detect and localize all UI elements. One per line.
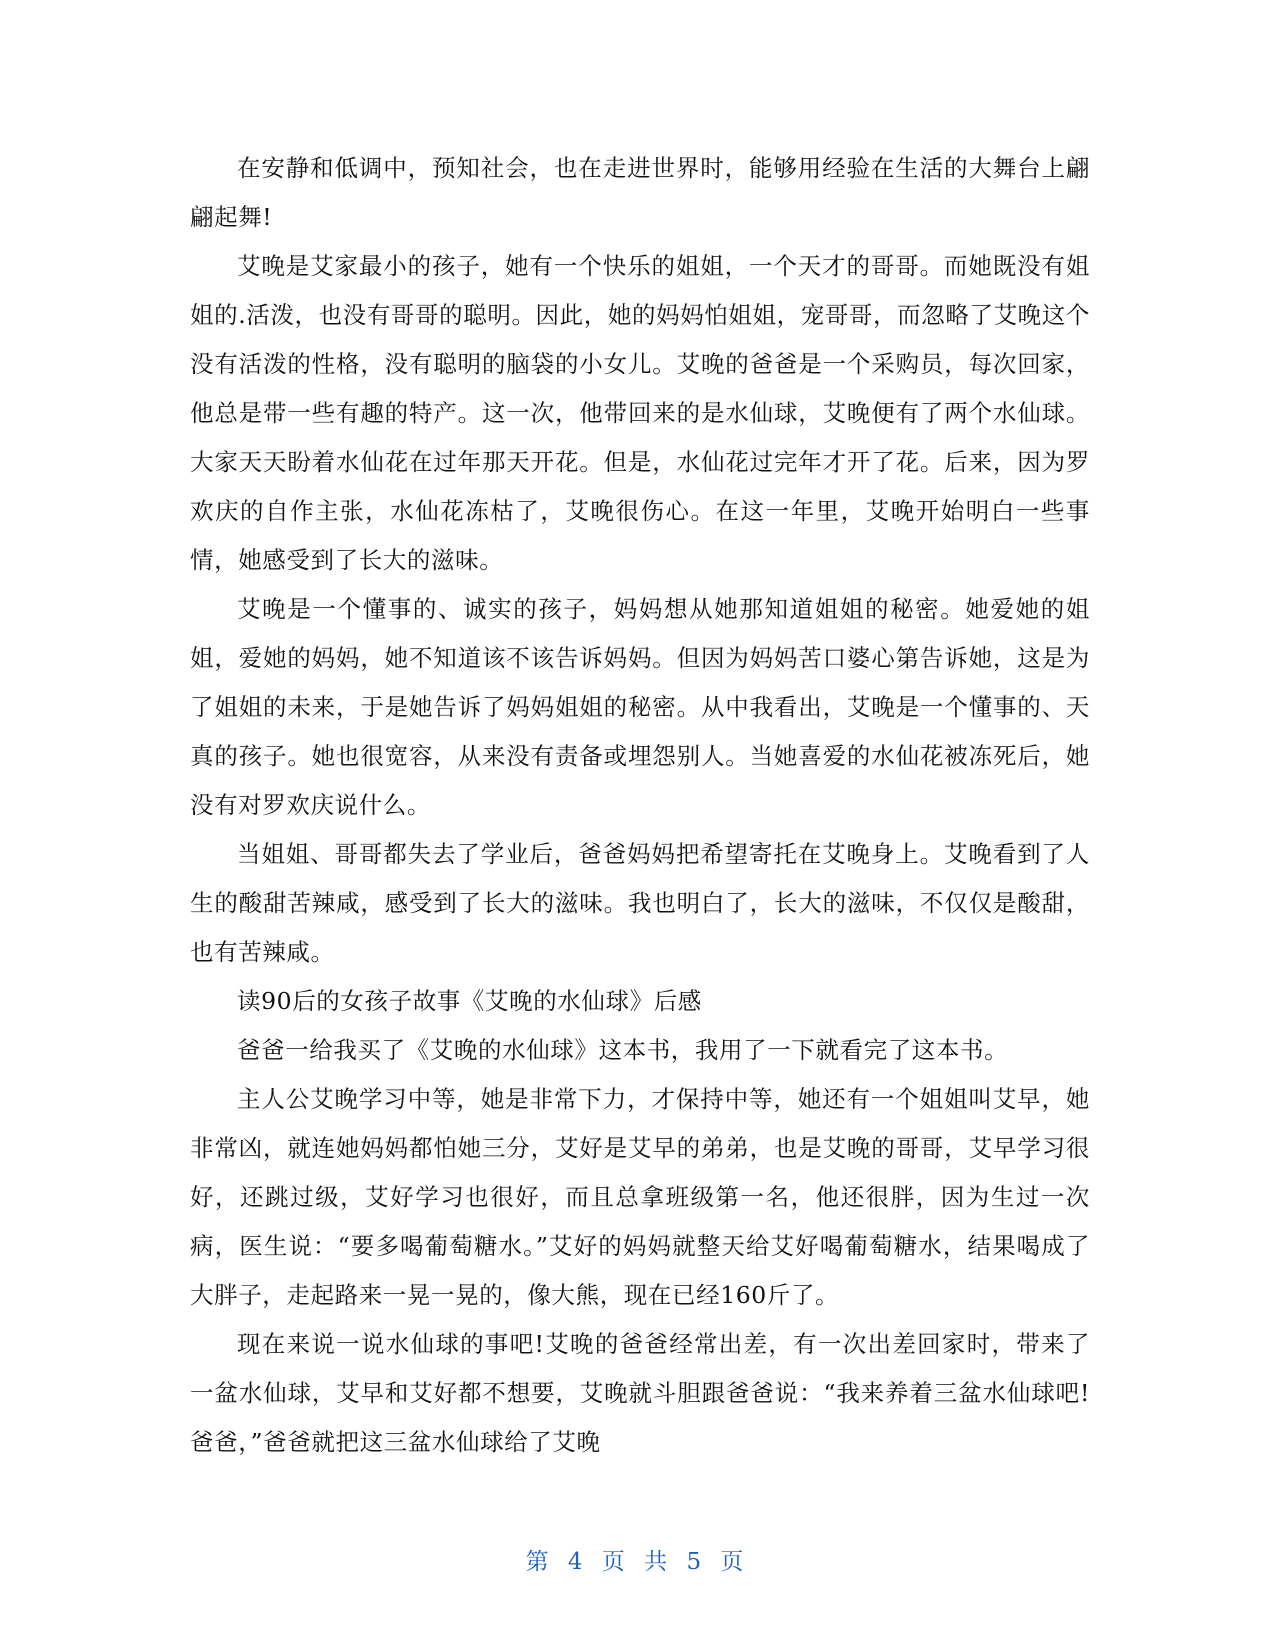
paragraph-2: 艾晚是艾家最小的孩子，她有一个快乐的姐姐，一个天才的哥哥。而她既没有姐姐的.活泼，也没有哥哥的聪明。因此，她的妈妈怕姐姐，宠哥哥，而忽略了艾晚这个没有活泼的性格，没有聪明的脑袋的小女儿。艾晚的爸爸是一个采购员，每次回家，他总是带一些有趣的特产。这一次，他带回来的是水仙球，艾晚便有了两个水仙球。大家天天盼着水仙花在过年那天开花。但是，水仙花过完年才开了花。后来，因为罗欢庆的自作主张，水仙花冻枯了，艾晚很伤心。在这一年里，艾晚开始明白一些事情，她感受到了长大的滋味。 — [190, 252, 1090, 574]
paragraph-8: 现在来说一说水仙球的事吧!艾晚的爸爸经常出差，有一次出差回家时，带来了一盆水仙球，艾早和艾好都不想要，艾晚就斗胆跟爸爸说：“我来养着三盆水仙球吧!爸爸，”爸爸就把这三盆水仙球给了艾晚 — [190, 1330, 1090, 1456]
paragraph-1: 在安静和低调中，预知社会，也在走进世界时，能够用经验在生活的大舞台上翩翩起舞! — [190, 154, 1090, 231]
paragraph-4: 当姐姐、哥哥都失去了学业后，爸爸妈妈把希望寄托在艾晚身上。艾晚看到了人生的酸甜苦辣咸，感受到了长大的滋味。我也明白了，长大的滋味，不仅仅是酸甜，也有苦辣咸。 — [190, 840, 1090, 966]
section-heading: 读90后的女孩子故事《艾晚的水仙球》后感 — [237, 987, 702, 1015]
paragraph-7: 主人公艾晚学习中等，她是非常下力，才保持中等，她还有一个姐姐叫艾早，她非常凶，就连她妈妈都怕她三分，艾好是艾早的弟弟，也是艾晚的哥哥，艾早学习很好，还跳过级，艾好学习也很好，而且总拿班级第一名，他还很胖，因为生过一次病，医生说：“要多喝葡萄糖水。”艾好的妈妈就整天给艾好喝葡萄糖水，结果喝成了大胖子，走起路来一晃一晃的，像大熊，现在已经160斤了。 — [190, 1085, 1090, 1309]
page-footer — [0, 1543, 1275, 1576]
paragraph-3: 艾晚是一个懂事的、诚实的孩子，妈妈想从她那知道姐姐的秘密。她爱她的姐姐，爱她的妈妈，她不知道该不该告诉妈妈。但因为妈妈苦口婆心第告诉她，这是为了姐姐的未来，于是她告诉了妈妈姐姐的秘密。从中我看出，艾晚是一个懂事的、天真的孩子。她也很宽容，从来没有责备或埋怨别人。当她喜爱的水仙花被冻死后，她没有对罗欢庆说什么。 — [190, 595, 1090, 819]
paragraph-6: 爸爸一给我买了《艾晚的水仙球》这本书，我用了一下就看完了这本书。 — [237, 1036, 1009, 1064]
document-body — [190, 144, 1090, 1467]
page-number-label: 第 4 页 共 5 页 — [525, 1549, 750, 1575]
